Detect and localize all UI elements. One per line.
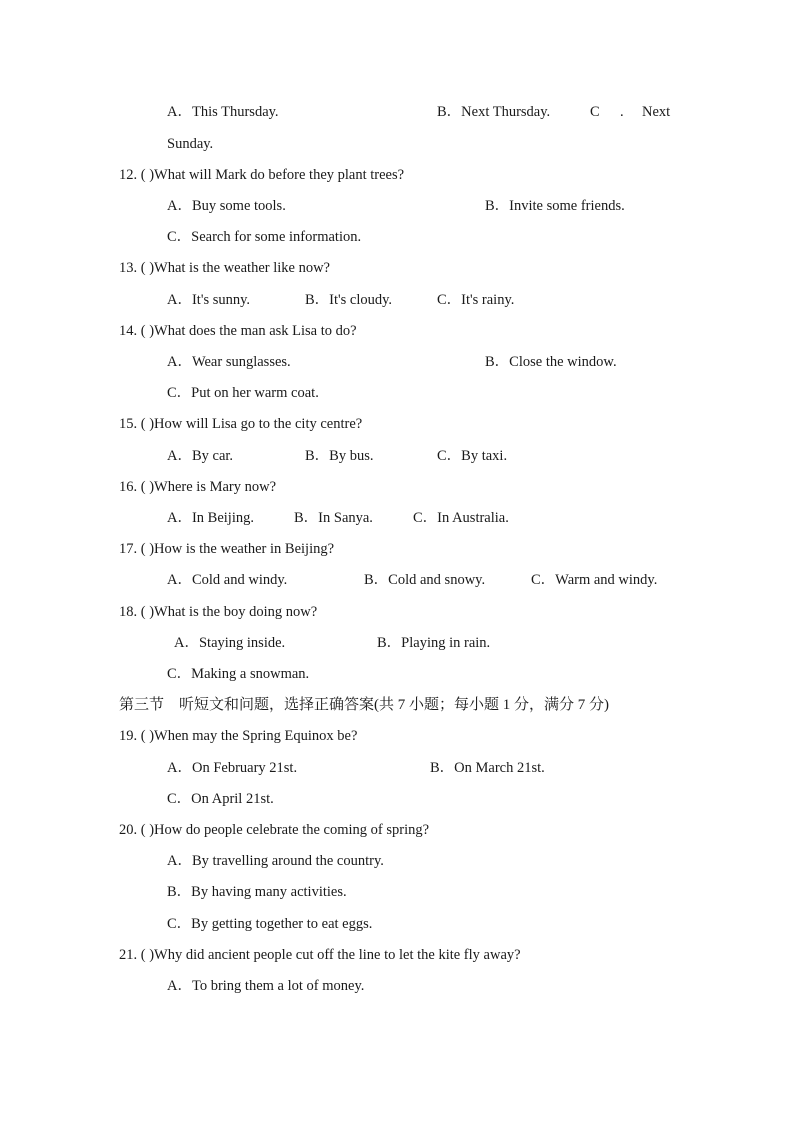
q20-option-c: C．By getting together to eat eggs.	[167, 916, 373, 932]
q17-option-b: B．Cold and snowy.	[364, 572, 486, 588]
q18-option-b: B．Playing in rain.	[377, 635, 491, 651]
q15-option-b: B．By bus.	[305, 448, 374, 464]
q16-option-a: A．In Beijing.	[167, 510, 254, 526]
question-13: 13. ( )What is the weather like now?	[119, 260, 330, 276]
q11-option-c-continued: Sunday.	[167, 136, 214, 152]
q17-option-a: A．Cold and windy.	[167, 572, 288, 588]
question-18: 18. ( )What is the boy doing now?	[119, 604, 318, 620]
q12-option-c: C．Search for some information.	[167, 229, 362, 245]
q13-option-a: A．It's sunny.	[167, 292, 251, 308]
q21-option-a: A．To bring them a lot of money.	[167, 978, 365, 994]
section-3-heading: 第三节 听短文和问题，选择正确答案(共 7 小题；每小题 1 分，满分 7 分)	[119, 697, 609, 713]
q19-option-b: B．On March 21st.	[430, 760, 545, 776]
q18-option-c: C．Making a snowman.	[167, 666, 310, 682]
q16-option-b: B．In Sanya.	[294, 510, 373, 526]
question-16: 16. ( )Where is Mary now?	[119, 479, 277, 495]
q14-option-c: C．Put on her warm coat.	[167, 385, 319, 401]
q14-option-b: B．Close the window.	[485, 354, 617, 370]
q11-option-c-mark: .	[620, 104, 624, 120]
q11-option-b: B．Next Thursday.	[437, 104, 551, 120]
q18-option-a: A．Staying inside.	[174, 635, 286, 651]
q16-option-c: C．In Australia.	[413, 510, 509, 526]
q17-option-c: C．Warm and windy.	[531, 572, 658, 588]
q11-option-c-text: Next	[642, 104, 671, 120]
q12-option-a: A．Buy some tools.	[167, 198, 286, 214]
question-17: 17. ( )How is the weather in Beijing?	[119, 541, 335, 557]
q19-option-c: C．On April 21st.	[167, 791, 274, 807]
q15-option-a: A．By car.	[167, 448, 234, 464]
q20-option-b: B．By having many activities.	[167, 884, 347, 900]
question-21: 21. ( )Why did ancient people cut off the line to let the kite fly away?	[119, 947, 521, 963]
q13-option-c: C．It's rainy.	[437, 292, 515, 308]
q14-option-a: A．Wear sunglasses.	[167, 354, 291, 370]
question-12: 12. ( )What will Mark do before they plant trees?	[119, 167, 405, 183]
question-20: 20. ( )How do people celebrate the coming of spring?	[119, 822, 430, 838]
q15-option-c: C．By taxi.	[437, 448, 508, 464]
q11-option-a: A．This Thursday.	[167, 104, 279, 120]
question-19: 19. ( )When may the Spring Equinox be?	[119, 728, 358, 744]
q19-option-a: A．On February 21st.	[167, 760, 298, 776]
question-14: 14. ( )What does the man ask Lisa to do?	[119, 323, 357, 339]
q13-option-b: B．It's cloudy.	[305, 292, 393, 308]
q12-option-b: B．Invite some friends.	[485, 198, 625, 214]
question-15: 15. ( )How will Lisa go to the city centre?	[119, 416, 363, 432]
q11-option-c-letter: C	[590, 104, 600, 120]
q20-option-a: A．By travelling around the country.	[167, 853, 384, 869]
